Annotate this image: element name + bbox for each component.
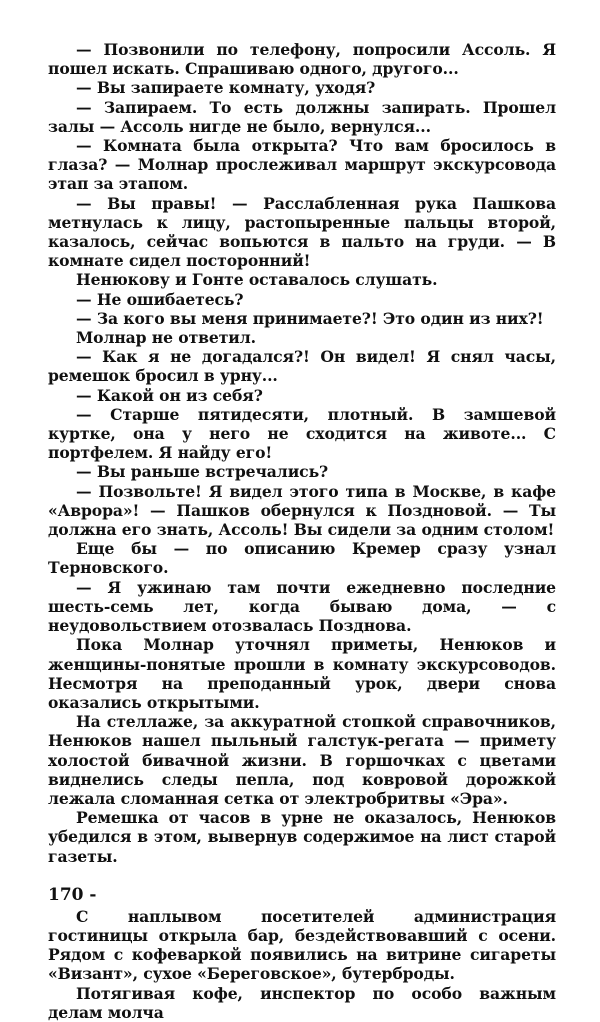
section-break [48,866,556,907]
paragraph: — Как я не догадался?! Он видел! Я снял часы, ремешок бросил в урну... [48,347,556,386]
paragraph: — Старше пятидесяти, плотный. В замшевой куртке, она у него не сходится на животе... С портфелем. Я найду его! [48,404,556,463]
paragraph: Еще бы — по описанию Кремер сразу узнал Терновского. [48,539,556,578]
paragraph: — Позвольте! Я видел этого типа в Москве, в кафе «Аврора»! — Пашков обернулся к Поздновой. — Ты должна его знать, Ассоль! Вы сидели за одним столом! [48,481,556,540]
paragraph: — Запираем. То есть должны запирать. Прошел залы — Ассоль нигде не было, вернулся... [48,97,556,136]
paragraph: — Не ошибаетесь? [76,289,244,309]
paragraph: С наплывом посетителей администрация гостиницы открыла бар, бездействовавший с осени. Рядом с кофеваркой появились на витрине сигареты «Визант», сухое «Береговское», бутерброды. [48,906,556,984]
paragraph: Ненюкову и Гонте оставалось слушать. [76,270,438,290]
paragraph: — Вы правы! — Расслабленная рука Пашкова метнулась к лицу, растопыренные пальцы второй, казалось, сейчас вопьются в пальто на груди. — В комнате сидел посторонний! [48,193,556,271]
paragraph: Потягивая кофе, инспектор по особо важным делам молча [48,983,556,1022]
paragraph: — За кого вы меня принимаете?! Это один из них?! [76,308,544,328]
paragraph: Молнар не ответил. [76,328,256,348]
body-text [48,40,556,1022]
paragraph: — Позвонили по телефону, попросили Ассоль. Я пошел искать. Спрашиваю одного, другого... [48,40,556,79]
paragraph: Пока Молнар уточнял приметы, Ненюков и женщины-понятые прошли в комнату экскурсоводов. Несмотря на преподанный урок, двери снова оказались открытыми. [48,635,556,712]
paragraph: — Какой он из себя? [76,385,263,405]
paragraph: — Комната была открыта? Что вам бросилось в глаза? — Молнар прослеживал маршрут экскурсовода этап за этапом. [48,136,556,194]
paragraph: — Я ужинаю там почти ежедневно последние шесть-семь лет, когда бываю дома, — с неудовольствием отозвалась Позднова. [48,577,556,636]
paragraph: — Вы запираете комнату, уходя? [76,78,376,98]
paragraph: Ремешка от часов в урне не оказалось, Ненюков убедился в этом, вывернув содержимое на лист старой газеты. [48,808,556,866]
page-number: 170 - [48,885,97,905]
paragraph: — Вы раньше встречались? [76,462,329,482]
paragraph: На стеллаже, за аккуратной стопкой справочников, Ненюков нашел пыльный галстук-регата — примету холостой бивачной жизни. В горшочках с цветами виднелись следы пепла, под ковровой дорожкой лежала сломанная сетка от электробритвы «Эра». [48,712,556,808]
